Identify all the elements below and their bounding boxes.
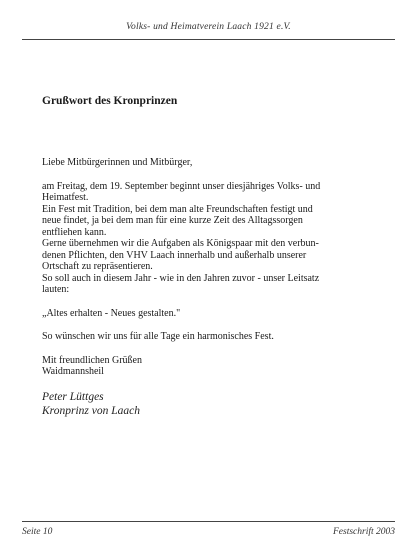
page-number: Seite 10 <box>22 527 53 537</box>
motto: „Altes erhalten - Neues gestalten." <box>42 307 181 319</box>
header-rule <box>22 39 395 40</box>
body-line: entfliehen kann. <box>42 226 107 238</box>
salutation: Liebe Mitbürgerinnen und Mitbürger, <box>42 157 193 168</box>
page-header: Volks- und Heimatverein Laach 1921 e.V. <box>126 22 291 32</box>
body-line: neue findet, ja bei dem man für eine kurze Zeit des Alltagssorgen <box>42 215 303 226</box>
signature-name: Peter Lüttges <box>42 390 104 403</box>
body-line: Ortschaft zu repräsentieren. <box>42 261 153 272</box>
body-line: denen Pflichten, den VHV Laach innerhalb und außerhalb unserer <box>42 249 307 261</box>
body-line: So soll auch in diesem Jahr - wie in den Jahren zuvor - unser Leitsatz <box>42 272 320 284</box>
body-line: lauten: <box>42 284 70 295</box>
signature-block <box>42 390 392 418</box>
publication-name: Festschrift 2003 <box>332 527 395 537</box>
page-title: Grußwort des Kronprinzen <box>42 95 178 107</box>
footer-rule <box>22 521 395 522</box>
closing-line: Mit freundlichen Grüßen <box>42 354 142 366</box>
letter-body <box>42 157 392 418</box>
closing-line: Waidmannsheil <box>42 366 104 377</box>
body-line: am Freitag, dem 19. September beginnt unser diesjähriges Volks- und <box>42 180 321 192</box>
body-line: Ein Fest mit Tradition, bei dem man alte Freundschaften festigt und <box>42 203 313 215</box>
body-line: Heimatfest. <box>42 192 89 203</box>
wish-line: So wünschen wir uns für alle Tage ein harmonisches Fest. <box>42 331 274 342</box>
body-line: Gerne übernehmen wir die Aufgaben als Königspaar mit den verbun- <box>42 238 319 249</box>
signature-role: Kronprinz von Laach <box>42 404 140 417</box>
